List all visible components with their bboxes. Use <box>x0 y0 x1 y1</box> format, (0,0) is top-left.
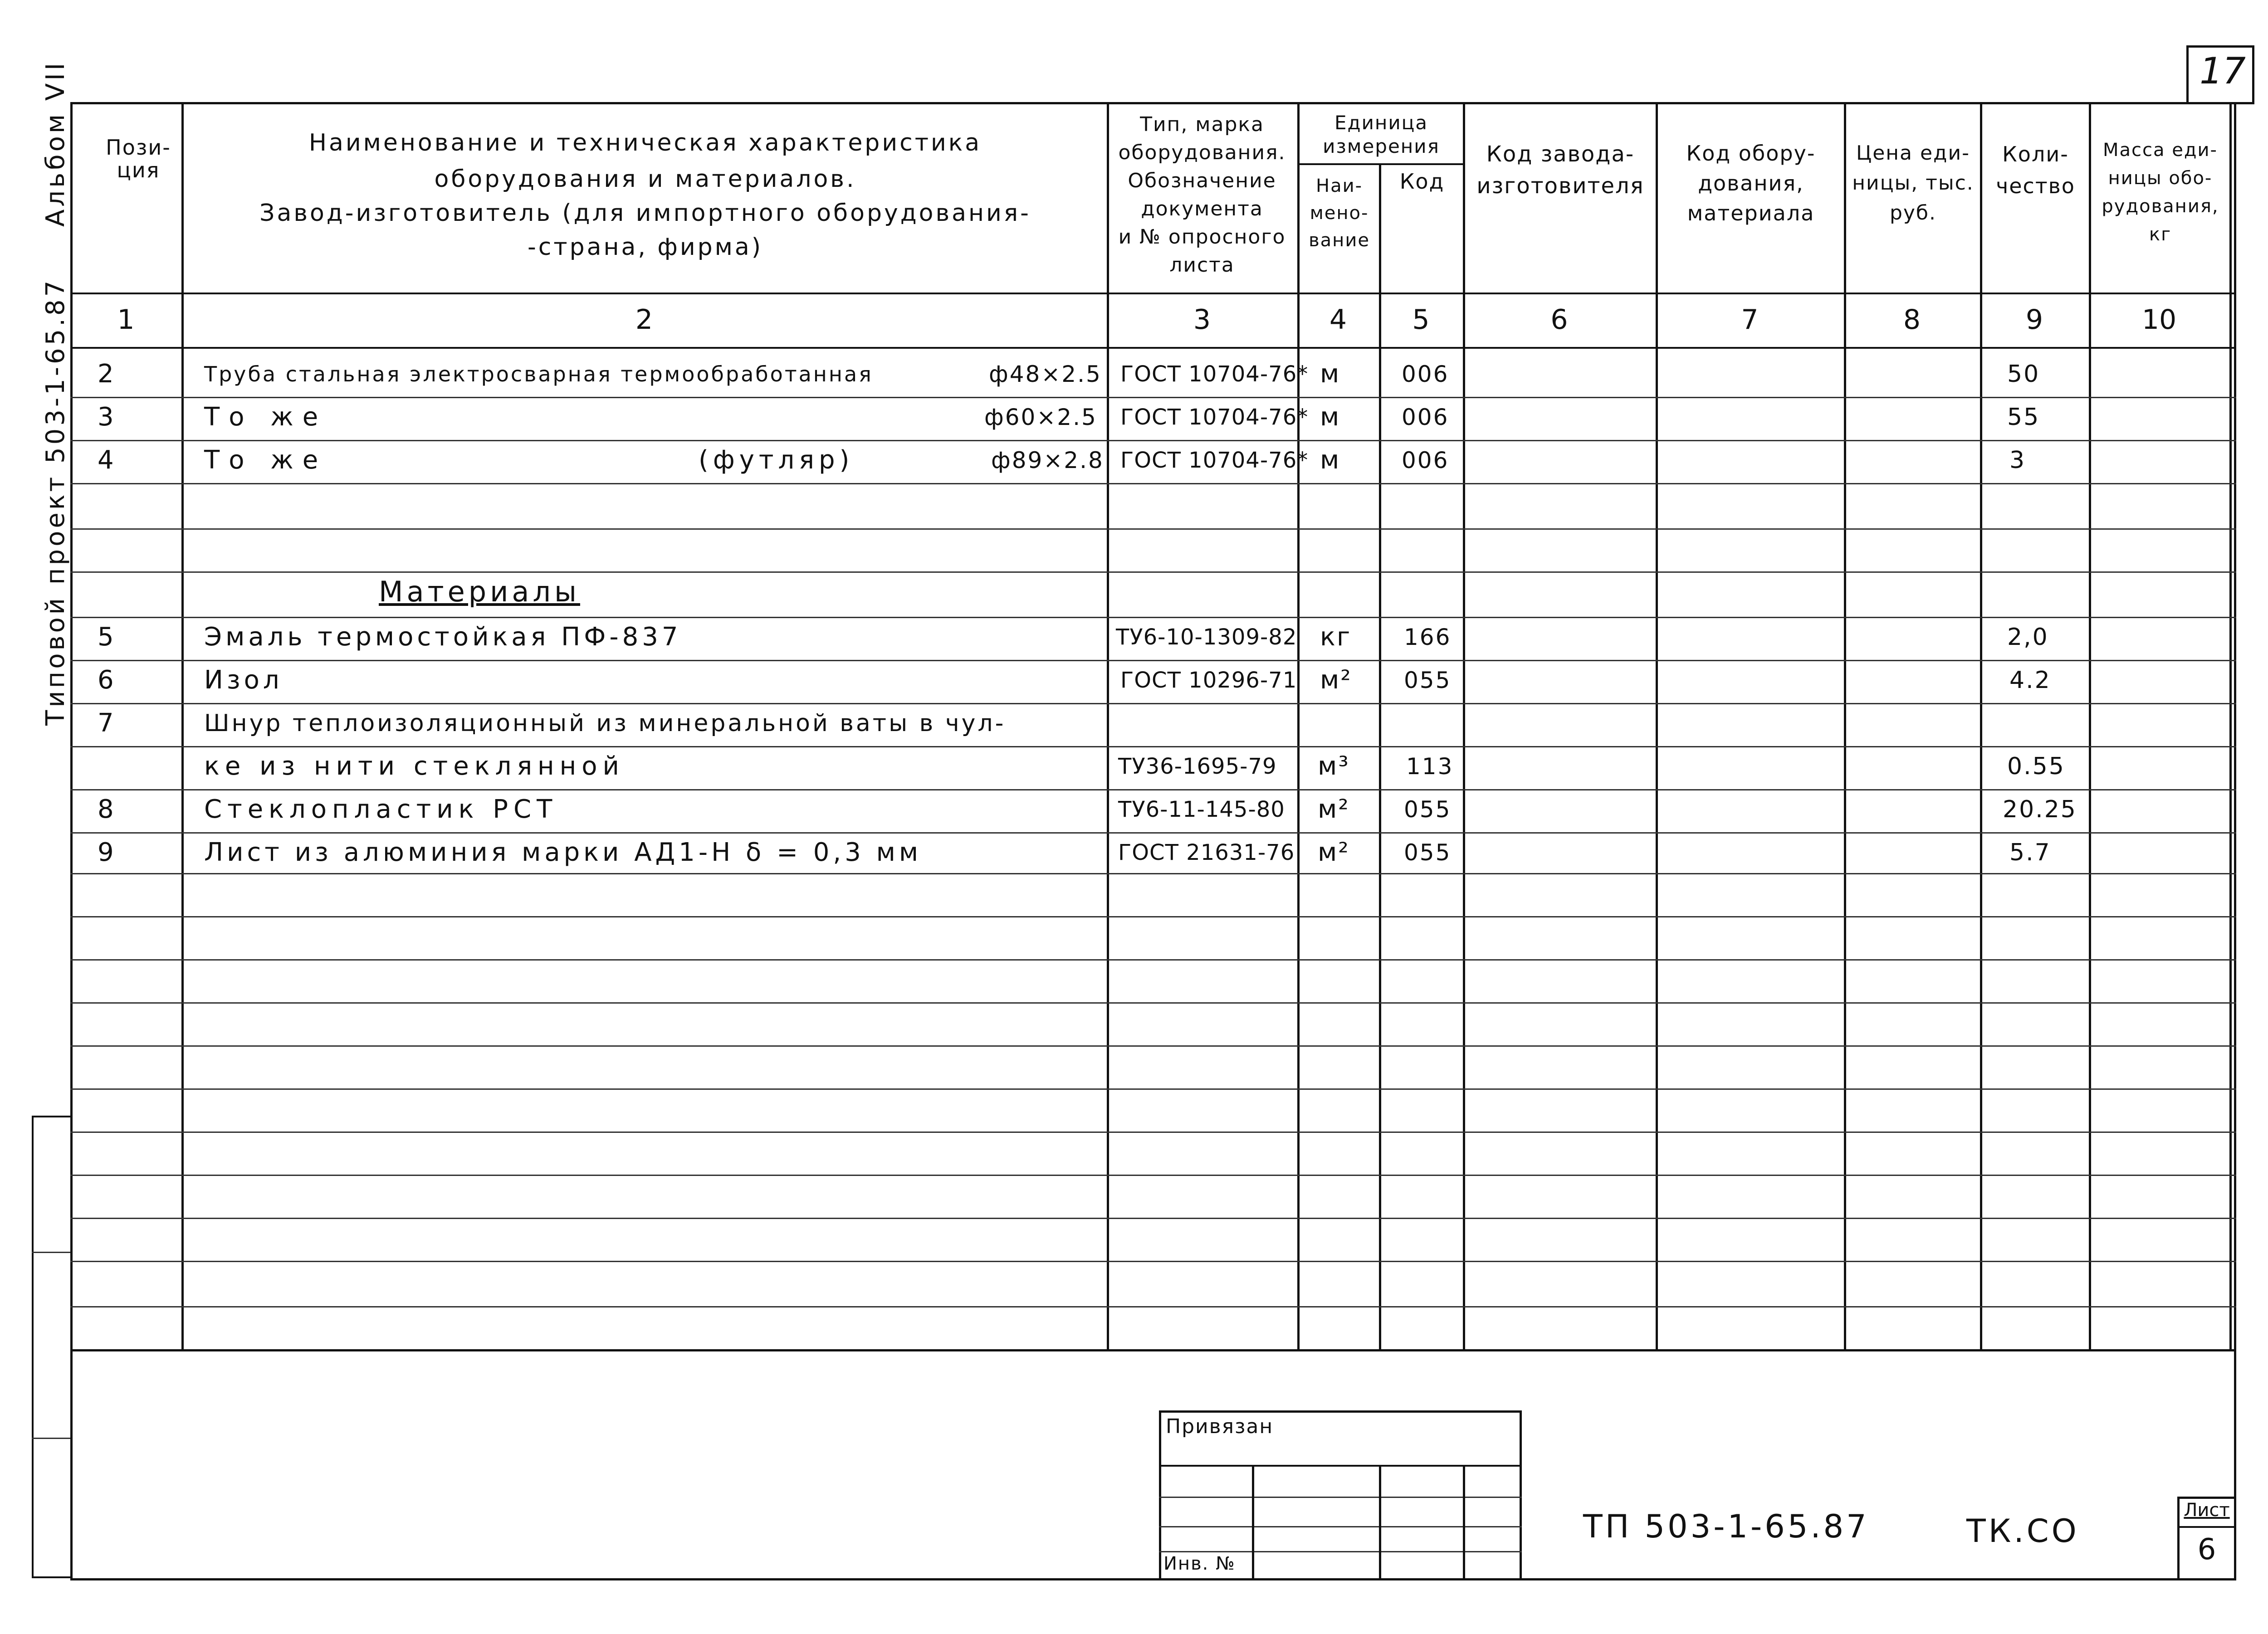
row-unit: м <box>1320 402 1341 432</box>
row-unit: м <box>1320 445 1341 475</box>
row-code: 055 <box>1404 839 1452 866</box>
header-equipment-code: Код обору- дования, материала <box>1686 141 1816 225</box>
row-code: 166 <box>1404 624 1452 650</box>
row-unit: кг <box>1320 622 1352 652</box>
row-position: 3 <box>98 402 115 432</box>
row-dimension: ф48×2.5 <box>989 361 1102 387</box>
row-quantity: 55 <box>2007 404 2040 431</box>
column-number: 5 <box>1412 304 1430 336</box>
row-position: 2 <box>98 359 115 389</box>
document-code: ТП 503-1-65.87 <box>1583 1508 1869 1545</box>
column-number: 6 <box>1550 304 1568 336</box>
row-quantity: 20.25 <box>2003 796 2077 823</box>
header-type-line2: оборудования. <box>1118 141 1286 164</box>
attached-label: Привязан <box>1166 1415 1274 1438</box>
header-position: Пози- ция <box>106 135 171 182</box>
row-unit: м² <box>1318 838 1350 867</box>
header-name-line3: Завод-изготовитель (для импортного оборудования- <box>259 200 1031 227</box>
header-type-line4: документа <box>1141 197 1263 220</box>
row-document: ГОСТ 10704-76* <box>1120 448 1309 473</box>
row-name: Шнур теплоизоляционный из минеральной ваты в чул- <box>204 710 1006 737</box>
row-position: 7 <box>98 708 115 738</box>
header-factory-code: Код завода- изготовителя <box>1476 141 1644 199</box>
row-name: Труба стальная электросварная термообработанная <box>204 362 873 386</box>
row-document: ГОСТ 10296-71 <box>1120 668 1297 693</box>
row-quantity: 3 <box>2009 447 2026 474</box>
row-unit: м² <box>1318 795 1350 824</box>
column-number: 8 <box>1903 304 1921 336</box>
column-number: 1 <box>117 304 135 336</box>
row-position: 6 <box>98 665 115 695</box>
row-code: 006 <box>1402 447 1449 473</box>
row-quantity: 4.2 <box>2009 667 2051 694</box>
side-project: Типовой проект 503-1-65.87 <box>41 278 70 726</box>
page-number: 17 <box>2200 50 2246 92</box>
header-unit-group: Единица измерения <box>1323 112 1440 157</box>
side-album: Альбом VII <box>41 60 70 227</box>
header-unit-name: Наи- мено- вание <box>1309 176 1370 251</box>
binding-strip <box>32 1116 73 1578</box>
row-document: ГОСТ 21631-76 <box>1118 840 1295 865</box>
row-position: 5 <box>98 622 115 652</box>
row-code: 055 <box>1404 667 1452 693</box>
sheet-label: Лист <box>2184 1500 2230 1521</box>
row-quantity: 2,0 <box>2007 624 2049 651</box>
row-name: Стеклопластик РСТ <box>204 795 558 824</box>
sheet-number: 6 <box>2197 1533 2216 1566</box>
row-document: ТУ6-10-1309-82 <box>1116 624 1297 650</box>
row-name-continued: ке из нити стеклянной <box>204 751 625 781</box>
row-position: 8 <box>98 795 115 824</box>
row-code: 113 <box>1406 753 1454 780</box>
column-number: 3 <box>1193 304 1211 336</box>
row-unit: м² <box>1320 665 1352 695</box>
row-quantity: 5.7 <box>2009 839 2051 866</box>
row-unit: м³ <box>1318 751 1350 781</box>
row-quantity: 0.55 <box>2007 753 2065 780</box>
row-document: ГОСТ 10704-76* <box>1120 405 1309 430</box>
row-code: 006 <box>1402 361 1449 387</box>
row-document: ТУ36-1695-79 <box>1118 754 1277 779</box>
header-type-line3: Обозначение <box>1128 169 1276 192</box>
row-document: ГОСТ 10704-76* <box>1120 361 1309 387</box>
column-number: 10 <box>2141 304 2177 336</box>
column-number: 2 <box>635 304 653 336</box>
row-name: То же <box>204 402 327 432</box>
header-name-line2: оборудования и материалов. <box>434 166 856 193</box>
row-position: 9 <box>98 838 115 867</box>
header-quantity: Коли- чество <box>1996 142 2075 198</box>
row-name: То же <box>204 445 327 475</box>
section-heading-materials: Материалы <box>379 575 580 608</box>
row-quantity: 50 <box>2007 361 2040 388</box>
column-number: 9 <box>2025 304 2043 336</box>
header-type-line5: и № опросного <box>1118 225 1286 249</box>
column-number: 4 <box>1329 304 1347 336</box>
row-document: ТУ6-11-145-80 <box>1118 797 1285 822</box>
row-unit: м <box>1320 359 1341 389</box>
column-number: 7 <box>1741 304 1759 336</box>
header-name-line1: Наименование и техническая характеристика <box>308 129 982 156</box>
inventory-number-label: Инв. № <box>1163 1553 1236 1574</box>
row-position: 4 <box>98 445 115 475</box>
header-unit-code: Код <box>1399 169 1445 194</box>
row-name: Лист из алюминия марки АД1-Н δ = 0,3 мм <box>204 838 922 867</box>
header-type-line1: Тип, марка <box>1140 113 1264 136</box>
row-name: Эмаль термостойкая ПФ-837 <box>204 622 682 652</box>
row-dimension: ф60×2.5 <box>984 404 1097 430</box>
row-code: 055 <box>1404 796 1452 823</box>
row-code: 006 <box>1402 404 1449 430</box>
header-type-line6: листа <box>1169 254 1235 277</box>
header-name-line4: -страна, фирма) <box>527 234 763 261</box>
header-unit-mass: Масса еди- ницы обо- рудования, кг <box>2102 140 2219 245</box>
section-code: ТК.СО <box>1966 1512 2079 1550</box>
row-dimension: ф89×2.8 <box>991 447 1104 473</box>
row-name: Изол <box>204 665 283 695</box>
header-unit-price: Цена еди- ницы, тыс. руб. <box>1852 141 1974 224</box>
row-note: (футляр) <box>699 445 854 475</box>
